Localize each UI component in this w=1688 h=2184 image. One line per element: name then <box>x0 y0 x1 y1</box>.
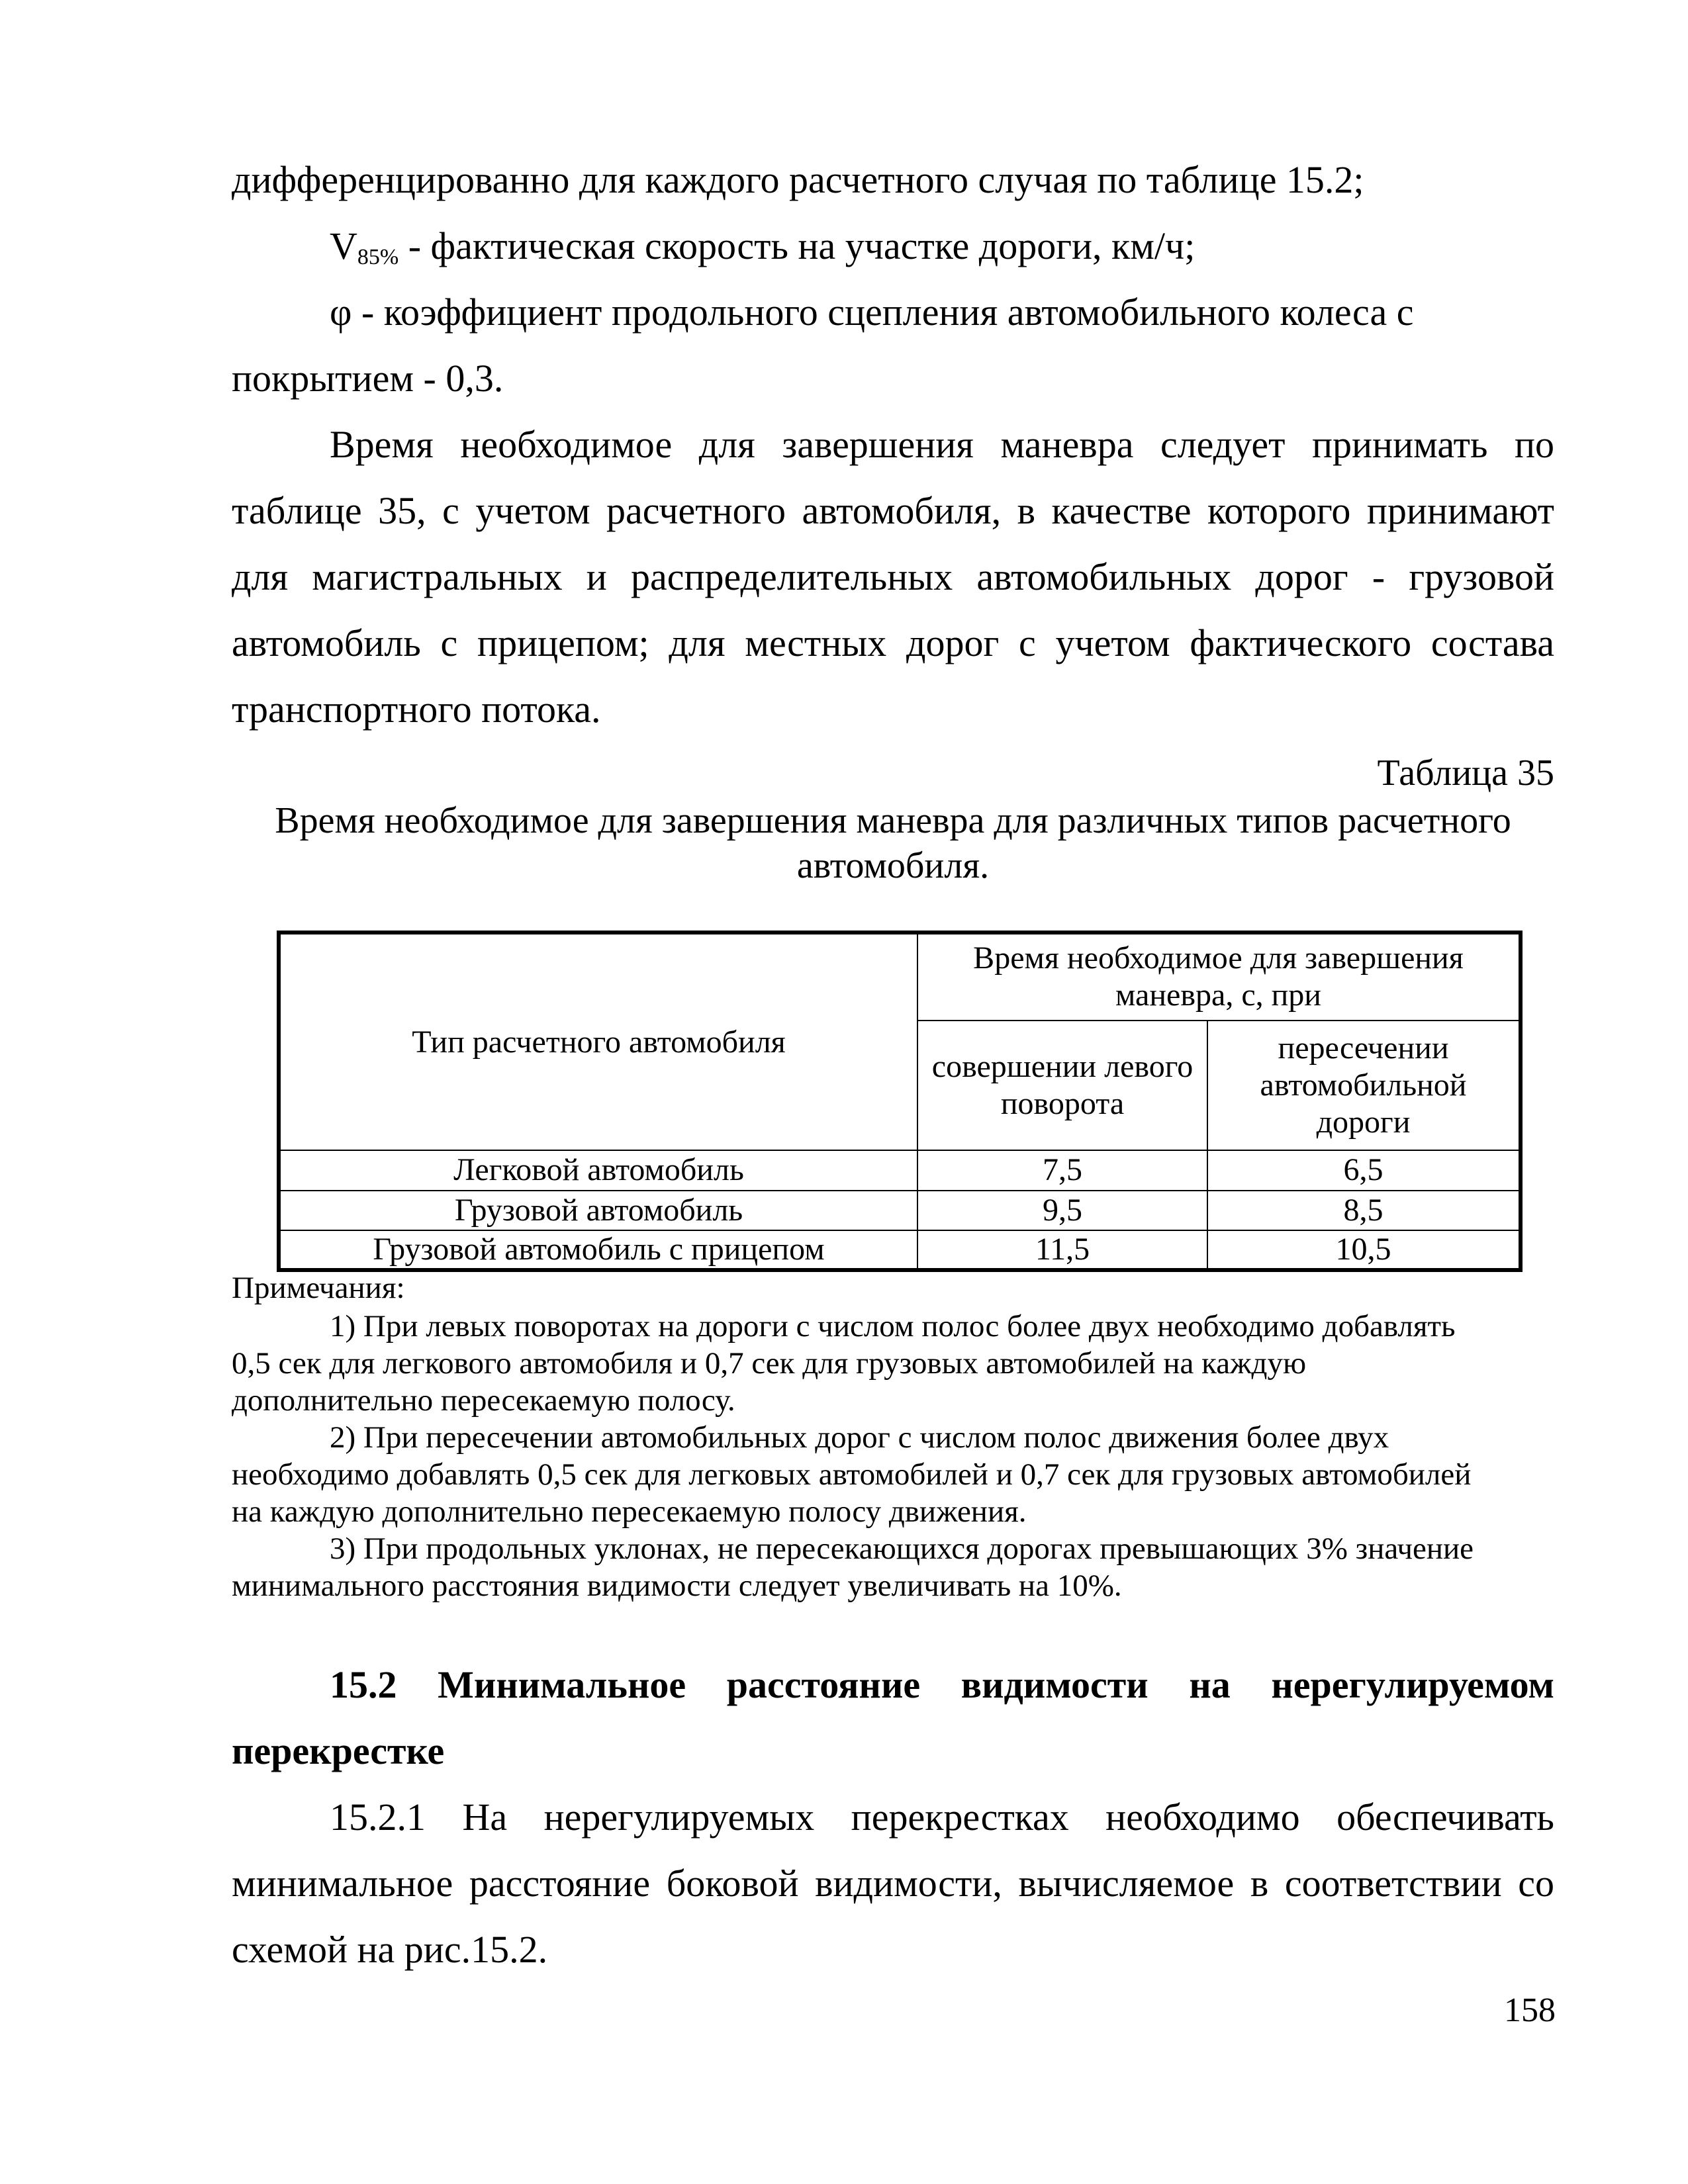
sub-header-crossing: пересечении автомобильной дороги <box>1207 1021 1521 1151</box>
text-line: для магистральных и распределительных автомобильных дорог - грузовой <box>232 555 1554 598</box>
section-heading: перекрестке <box>232 1729 445 1772</box>
text-line: транспортного потока. <box>232 688 601 731</box>
note-1: 1) При левых поворотах на дороги с числом полос более двух необходимо добавлять <box>330 1309 1456 1343</box>
note-3: минимального расстояния видимости следует увеличивать на 10%. <box>232 1569 1122 1603</box>
note-1: дополнительно пересекаемую полосу. <box>232 1383 735 1418</box>
text-line: минимальное расстояние боковой видимости, вычисляемое в соответствии со <box>232 1862 1554 1905</box>
v-subscript: 85% <box>357 245 399 269</box>
notes-title: Примечания: <box>232 1271 405 1305</box>
note-2: необходимо добавлять 0,5 сек для легковых автомобилей и 0,7 сек для грузовых автомобилей <box>232 1457 1472 1492</box>
group-header-time: Время необходимое для завершения маневра, с, при <box>917 933 1521 1021</box>
table-number: Таблица 35 <box>1377 752 1554 794</box>
cell-vehicle-type: Грузовой автомобиль <box>279 1191 917 1230</box>
cell-crossing: 6,5 <box>1207 1150 1521 1190</box>
maneuver-time-table <box>277 931 1523 1272</box>
table-row <box>279 1150 1521 1190</box>
sub-header-left-turn: совершении левого поворота <box>917 1021 1207 1151</box>
note-1: 0,5 сек для легкового автомобиля и 0,7 сек для грузовых автомобилей на каждую <box>232 1346 1307 1381</box>
note-3: 3) При продольных уклонах, не пересекающихся дорогах превышающих 3% значение <box>330 1531 1474 1566</box>
cell-left-turn: 11,5 <box>917 1230 1207 1270</box>
table-caption: автомобиля. <box>796 845 990 886</box>
text-line: дифференцированно для каждого расчетного случая по таблице 15.2; <box>232 158 1364 201</box>
table-row <box>279 1191 1521 1230</box>
text-line: схемой на рис.15.2. <box>232 1928 548 1971</box>
cell-left-turn: 9,5 <box>917 1191 1207 1230</box>
cell-left-turn: 7,5 <box>917 1150 1207 1190</box>
cell-vehicle-type: Грузовой автомобиль с прицепом <box>279 1230 917 1270</box>
phi-definition: φ - коэффициент продольного сцепления автомобильного колеса с <box>330 291 1414 334</box>
text-line: автомобиль с прицепом; для местных дорог с учетом фактического состава <box>232 621 1554 664</box>
col-header-vehicle-type: Тип расчетного автомобиля <box>279 933 917 1150</box>
text-line: Время необходимое для завершения маневра следует принимать по <box>330 423 1554 466</box>
text-line: 15.2.1 На нерегулируемых перекрестках необходимо обеспечивать <box>330 1796 1554 1839</box>
cell-vehicle-type: Легковой автомобиль <box>279 1150 917 1190</box>
note-2: на каждую дополнительно пересекаемую полосу движения. <box>232 1494 1027 1529</box>
text-line: таблице 35, с учетом расчетного автомобиля, в качестве которого принимают <box>232 489 1554 532</box>
note-2: 2) При пересечении автомобильных дорог с числом полос движения более двух <box>330 1420 1389 1455</box>
v-definition-text: - фактическая скорость на участке дороги, км/ч; <box>399 224 1196 267</box>
text-line: покрытием - 0,3. <box>232 357 504 400</box>
cell-crossing: 10,5 <box>1207 1230 1521 1270</box>
section-heading: 15.2 Минимальное расстояние видимости на нерегулируемом <box>330 1663 1554 1706</box>
table-row <box>279 1230 1521 1270</box>
page-number: 158 <box>1504 1991 1556 2029</box>
table-caption: Время необходимое для завершения маневра для различных типов расчетного <box>275 800 1511 841</box>
v-symbol: V <box>330 224 357 267</box>
cell-crossing: 8,5 <box>1207 1191 1521 1230</box>
